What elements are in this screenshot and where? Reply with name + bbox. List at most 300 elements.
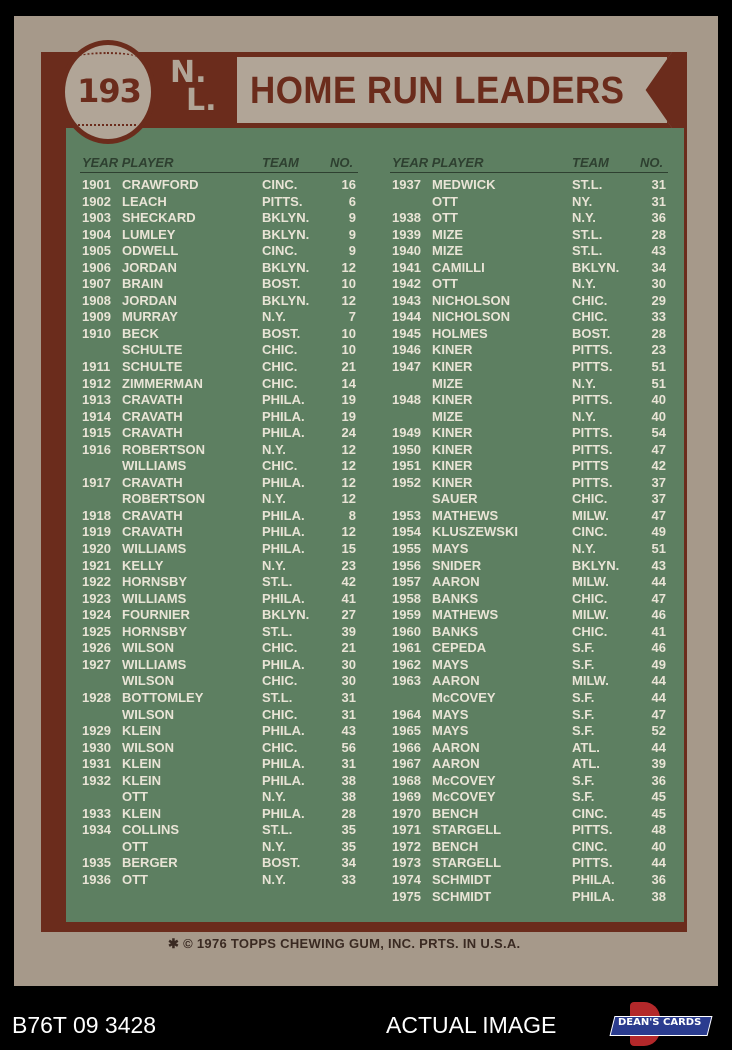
deans-cards-logo: [612, 1002, 712, 1046]
table-row: [82, 541, 356, 558]
right-header-year-player: YEAR PLAYER: [392, 155, 484, 170]
homeruns-cell: 42: [341, 574, 356, 590]
homeruns-cell: 38: [651, 888, 666, 904]
team-cell: S.F.: [572, 706, 595, 722]
player-cell: OTT: [122, 789, 148, 805]
player-cell: SAUER: [432, 491, 478, 507]
year-cell: 1955: [392, 541, 421, 557]
player-cell: SHECKARD: [122, 210, 196, 226]
year-cell: 1970: [392, 805, 421, 821]
team-cell: N.Y.: [262, 789, 286, 805]
homeruns-cell: 40: [651, 408, 666, 424]
table-row: [82, 723, 356, 740]
homeruns-cell: 51: [651, 359, 666, 375]
year-cell: 1908: [82, 292, 111, 308]
team-cell: BOST.: [572, 325, 611, 341]
table-row: [392, 839, 666, 856]
year-cell: 1921: [82, 557, 111, 573]
ball-stitch-top: [78, 52, 136, 62]
team-cell: PITTS.: [572, 474, 613, 490]
table-row: [82, 607, 356, 624]
year-cell: 1919: [82, 524, 111, 540]
year-cell: 1953: [392, 507, 421, 523]
table-row: [392, 194, 666, 211]
homeruns-cell: 23: [651, 342, 666, 358]
league-l: L.: [186, 83, 217, 118]
year-cell: 1933: [82, 805, 111, 821]
year-cell: 1909: [82, 309, 111, 325]
table-row: [82, 376, 356, 393]
player-cell: MEDWICK: [432, 177, 496, 192]
year-cell: 1939: [392, 226, 421, 242]
table-row: [82, 491, 356, 508]
year-cell: 1907: [82, 276, 111, 292]
player-cell: AARON: [432, 739, 480, 755]
table-row: [392, 591, 666, 608]
homeruns-cell: 28: [341, 805, 356, 821]
homeruns-cell: 37: [651, 474, 666, 490]
team-cell: MILW.: [572, 607, 609, 623]
team-cell: N.Y.: [262, 838, 286, 854]
player-cell: KINER: [432, 359, 473, 375]
team-cell: PHILA.: [572, 871, 615, 887]
team-cell: PITTS.: [572, 425, 613, 441]
player-cell: MAYS: [432, 723, 469, 739]
table-row: [392, 558, 666, 575]
homeruns-cell: 48: [651, 822, 666, 838]
table-row: [392, 508, 666, 525]
team-cell: PHILA.: [572, 888, 615, 904]
team-cell: S.F.: [572, 656, 595, 672]
year-cell: 1971: [392, 822, 421, 838]
table-row: [82, 392, 356, 409]
player-cell: WILSON: [122, 739, 174, 755]
year-cell: 1974: [392, 871, 421, 887]
player-cell: MAYS: [432, 541, 469, 557]
team-cell: CHIC.: [262, 739, 298, 755]
homeruns-cell: 12: [341, 259, 356, 275]
player-cell: BENCH: [432, 805, 479, 821]
homeruns-cell: 21: [341, 640, 356, 656]
homeruns-cell: 47: [651, 507, 666, 523]
homeruns-cell: 31: [651, 177, 666, 192]
year-cell: 1910: [82, 325, 111, 341]
player-cell: CRAVATH: [122, 524, 183, 540]
homeruns-cell: 35: [341, 822, 356, 838]
table-row: [392, 458, 666, 475]
table-row: [82, 425, 356, 442]
team-cell: ST.L.: [572, 226, 603, 242]
year-cell: 1940: [392, 243, 421, 259]
player-cell: KELLY: [122, 557, 164, 573]
homeruns-cell: 35: [341, 838, 356, 854]
team-cell: BOST.: [262, 276, 301, 292]
table-row: [392, 673, 666, 690]
homeruns-cell: 46: [651, 607, 666, 623]
player-cell: McCOVEY: [432, 789, 496, 805]
year-cell: 1911: [82, 359, 111, 375]
table-row: [82, 524, 356, 541]
team-cell: PITTS.: [572, 359, 613, 375]
homeruns-cell: 12: [341, 458, 356, 474]
table-row: [82, 558, 356, 575]
year-cell: 1916: [82, 441, 111, 457]
year-cell: 1914: [82, 408, 111, 424]
player-cell: CRAVATH: [122, 425, 183, 441]
player-cell: SCHMIDT: [432, 871, 492, 887]
player-cell: CRAVATH: [122, 408, 183, 424]
homeruns-cell: 31: [341, 706, 356, 722]
left-header-rule: [80, 172, 358, 173]
player-cell: MIZE: [432, 226, 464, 242]
table-row: [82, 740, 356, 757]
player-cell: McCOVEY: [432, 689, 496, 705]
player-cell: SCHULTE: [122, 342, 183, 358]
table-row: [82, 574, 356, 591]
year-cell: 1969: [392, 789, 421, 805]
team-cell: S.F.: [572, 689, 595, 705]
player-cell: CRAVATH: [122, 474, 183, 490]
logo-text: DEAN'S CARDS: [618, 1017, 702, 1028]
table-row: [392, 210, 666, 227]
player-cell: HOLMES: [432, 325, 488, 341]
player-cell: AARON: [432, 574, 480, 590]
team-cell: ST.L.: [262, 623, 293, 639]
year-cell: 1923: [82, 590, 111, 606]
homeruns-cell: 30: [651, 276, 666, 292]
homeruns-cell: 44: [651, 739, 666, 755]
player-cell: BANKS: [432, 623, 479, 639]
left-header-team: TEAM: [262, 155, 299, 170]
table-row: [392, 756, 666, 773]
homeruns-cell: 16: [341, 177, 356, 192]
homeruns-cell: 54: [651, 425, 666, 441]
homeruns-cell: 47: [651, 706, 666, 722]
player-cell: JORDAN: [122, 259, 177, 275]
year-cell: 1929: [82, 723, 111, 739]
homeruns-cell: 36: [651, 772, 666, 788]
team-cell: CHIC.: [572, 491, 608, 507]
homeruns-cell: 19: [341, 408, 356, 424]
homeruns-cell: 9: [348, 243, 356, 259]
team-cell: ST.L.: [572, 177, 603, 192]
player-cell: WILLIAMS: [122, 541, 187, 557]
player-cell: OTT: [122, 838, 148, 854]
team-cell: BKLYN.: [572, 557, 620, 573]
table-row: [392, 740, 666, 757]
year-cell: 1932: [82, 772, 111, 788]
player-cell: BERGER: [122, 855, 178, 871]
team-cell: N.Y.: [262, 557, 286, 573]
left-header-no: NO.: [330, 155, 354, 170]
player-cell: CRAVATH: [122, 392, 183, 408]
team-cell: CINC.: [572, 838, 608, 854]
homeruns-cell: 47: [651, 441, 666, 457]
year-cell: 1928: [82, 689, 111, 705]
team-cell: ST.L.: [262, 822, 293, 838]
homeruns-cell: 44: [651, 855, 666, 871]
year-cell: 1950: [392, 441, 421, 457]
table-row: [82, 177, 356, 194]
team-cell: N.Y.: [262, 871, 286, 887]
team-cell: PHILA.: [262, 772, 305, 788]
team-cell: CHIC.: [262, 458, 298, 474]
player-cell: BECK: [122, 325, 159, 341]
right-header-rule: [390, 172, 668, 173]
homeruns-cell: 40: [651, 838, 666, 854]
player-cell: MIZE: [432, 375, 464, 391]
team-cell: PHILA.: [262, 524, 305, 540]
homeruns-cell: 44: [651, 689, 666, 705]
team-cell: BOST.: [262, 325, 301, 341]
homeruns-cell: 12: [341, 292, 356, 308]
player-cell: CEPEDA: [432, 640, 487, 656]
table-row: [392, 177, 666, 194]
homeruns-cell: 9: [348, 210, 356, 226]
player-cell: SCHULTE: [122, 359, 183, 375]
player-cell: ROBERTSON: [122, 441, 206, 457]
year-cell: 1913: [82, 392, 111, 408]
team-cell: N.Y.: [262, 441, 286, 457]
homeruns-cell: 10: [341, 276, 356, 292]
table-row: [82, 293, 356, 310]
homeruns-cell: 6: [348, 193, 356, 209]
homeruns-cell: 52: [651, 723, 666, 739]
table-row: [82, 409, 356, 426]
player-cell: OTT: [432, 193, 458, 209]
homeruns-cell: 43: [651, 243, 666, 259]
player-cell: BRAIN: [122, 276, 164, 292]
table-row: [82, 326, 356, 343]
team-cell: PHILA.: [262, 590, 305, 606]
homeruns-cell: 23: [341, 557, 356, 573]
year-cell: 1931: [82, 756, 111, 772]
team-cell: CINC.: [262, 243, 298, 259]
table-row: [82, 309, 356, 326]
team-cell: CINC.: [572, 805, 608, 821]
table-row: [82, 210, 356, 227]
player-cell: MAYS: [432, 656, 469, 672]
player-cell: SCHMIDT: [432, 888, 492, 904]
player-cell: JORDAN: [122, 292, 177, 308]
right-stats-list: [392, 177, 666, 905]
year-cell: 1942: [392, 276, 421, 292]
homeruns-cell: 19: [341, 392, 356, 408]
table-row: [392, 442, 666, 459]
year-cell: 1952: [392, 474, 421, 490]
homeruns-cell: 28: [651, 226, 666, 242]
homeruns-cell: 12: [341, 441, 356, 457]
ball-stitch-bottom: [78, 124, 136, 134]
year-cell: 1915: [82, 425, 111, 441]
table-row: [82, 508, 356, 525]
table-row: [82, 855, 356, 872]
right-header-team: TEAM: [572, 155, 609, 170]
player-cell: WILLIAMS: [122, 590, 187, 606]
year-cell: 1906: [82, 259, 111, 275]
year-cell: 1957: [392, 574, 421, 590]
player-cell: MIZE: [432, 243, 464, 259]
card-number: 193: [77, 72, 141, 110]
homeruns-cell: 31: [341, 689, 356, 705]
table-row: [82, 872, 356, 889]
year-cell: 1973: [392, 855, 421, 871]
year-cell: 1934: [82, 822, 111, 838]
homeruns-cell: 15: [341, 541, 356, 557]
homeruns-cell: 39: [341, 623, 356, 639]
team-cell: N.Y.: [262, 491, 286, 507]
copyright-line: ✱ © 1976 TOPPS CHEWING GUM, INC. PRTS. IN U.S.A.: [168, 936, 521, 951]
table-row: [82, 789, 356, 806]
player-cell: KINER: [432, 441, 473, 457]
player-cell: KINER: [432, 474, 473, 490]
homeruns-cell: 27: [341, 607, 356, 623]
player-cell: CRAVATH: [122, 507, 183, 523]
homeruns-cell: 37: [651, 491, 666, 507]
team-cell: BOST.: [262, 855, 301, 871]
team-cell: ST.L.: [262, 574, 293, 590]
team-cell: PITTS.: [572, 342, 613, 358]
year-cell: 1903: [82, 210, 111, 226]
homeruns-cell: 40: [651, 392, 666, 408]
team-cell: BKLYN.: [262, 292, 310, 308]
table-row: [392, 326, 666, 343]
homeruns-cell: 47: [651, 590, 666, 606]
year-cell: 1904: [82, 226, 111, 242]
team-cell: PITTS.: [572, 822, 613, 838]
team-cell: PHILA.: [262, 392, 305, 408]
player-cell: MAYS: [432, 706, 469, 722]
year-cell: 1961: [392, 640, 421, 656]
team-cell: PITTS.: [262, 193, 303, 209]
table-row: [392, 723, 666, 740]
table-row: [392, 425, 666, 442]
year-cell: 1922: [82, 574, 111, 590]
table-row: [392, 789, 666, 806]
player-cell: KLEIN: [122, 756, 161, 772]
homeruns-cell: 41: [651, 623, 666, 639]
year-cell: 1917: [82, 474, 111, 490]
player-cell: FOURNIER: [122, 607, 190, 623]
table-row: [82, 673, 356, 690]
table-row: [392, 690, 666, 707]
homeruns-cell: 12: [341, 524, 356, 540]
year-cell: 1945: [392, 325, 421, 341]
table-row: [82, 707, 356, 724]
table-row: [82, 442, 356, 459]
year-cell: 1947: [392, 359, 421, 375]
team-cell: PHILA.: [262, 425, 305, 441]
table-row: [392, 342, 666, 359]
table-row: [82, 342, 356, 359]
homeruns-cell: 21: [341, 359, 356, 375]
year-cell: 1964: [392, 706, 421, 722]
homeruns-cell: 8: [348, 507, 356, 523]
table-row: [392, 276, 666, 293]
team-cell: NY.: [572, 193, 593, 209]
table-row: [392, 640, 666, 657]
year-cell: 1954: [392, 524, 421, 540]
team-cell: PHILA.: [262, 474, 305, 490]
player-cell: WILSON: [122, 673, 174, 689]
year-cell: 1944: [392, 309, 421, 325]
homeruns-cell: 38: [341, 789, 356, 805]
table-row: [82, 260, 356, 277]
table-row: [82, 756, 356, 773]
team-cell: CHIC.: [262, 706, 298, 722]
player-cell: LUMLEY: [122, 226, 176, 242]
right-header-no: NO.: [640, 155, 664, 170]
player-cell: MIZE: [432, 408, 464, 424]
team-cell: PITTS.: [572, 392, 613, 408]
player-cell: HORNSBY: [122, 623, 188, 639]
homeruns-cell: 36: [651, 871, 666, 887]
team-cell: PHILA.: [262, 408, 305, 424]
player-cell: KLEIN: [122, 772, 161, 788]
homeruns-cell: 38: [341, 772, 356, 788]
homeruns-cell: 49: [651, 656, 666, 672]
homeruns-cell: 42: [651, 458, 666, 474]
table-row: [82, 243, 356, 260]
year-cell: 1972: [392, 838, 421, 854]
team-cell: PHILA.: [262, 541, 305, 557]
homeruns-cell: 30: [341, 656, 356, 672]
player-cell: MATHEWS: [432, 507, 499, 523]
year-cell: 1901: [82, 177, 111, 192]
player-cell: ODWELL: [122, 243, 179, 259]
team-cell: N.Y.: [572, 541, 596, 557]
player-cell: NICHOLSON: [432, 292, 510, 308]
team-cell: BKLYN.: [262, 210, 310, 226]
year-cell: 1902: [82, 193, 111, 209]
table-row: [392, 624, 666, 641]
team-cell: CHIC.: [572, 309, 608, 325]
player-cell: HORNSBY: [122, 574, 188, 590]
team-cell: PHILA.: [262, 805, 305, 821]
player-cell: CRAWFORD: [122, 177, 199, 192]
table-row: [392, 524, 666, 541]
homeruns-cell: 51: [651, 375, 666, 391]
table-row: [82, 458, 356, 475]
table-row: [82, 591, 356, 608]
team-cell: N.Y.: [572, 408, 596, 424]
table-row: [392, 243, 666, 260]
player-cell: SNIDER: [432, 557, 482, 573]
homeruns-cell: 46: [651, 640, 666, 656]
table-row: [392, 855, 666, 872]
table-row: [82, 194, 356, 211]
left-stats-list: [82, 177, 356, 889]
year-cell: 1912: [82, 375, 111, 391]
table-row: [82, 227, 356, 244]
player-cell: BANKS: [432, 590, 479, 606]
homeruns-cell: 44: [651, 673, 666, 689]
year-cell: 1956: [392, 557, 421, 573]
player-cell: KINER: [432, 342, 473, 358]
player-cell: WILLIAMS: [122, 656, 187, 672]
player-cell: ROBERTSON: [122, 491, 206, 507]
table-row: [82, 822, 356, 839]
team-cell: S.F.: [572, 640, 595, 656]
year-cell: 1927: [82, 656, 111, 672]
player-cell: KINER: [432, 425, 473, 441]
homeruns-cell: 24: [341, 425, 356, 441]
table-row: [392, 491, 666, 508]
player-cell: KLUSZEWSKI: [432, 524, 518, 540]
team-cell: CHIC.: [262, 375, 298, 391]
table-row: [82, 640, 356, 657]
player-cell: ZIMMERMAN: [122, 375, 203, 391]
